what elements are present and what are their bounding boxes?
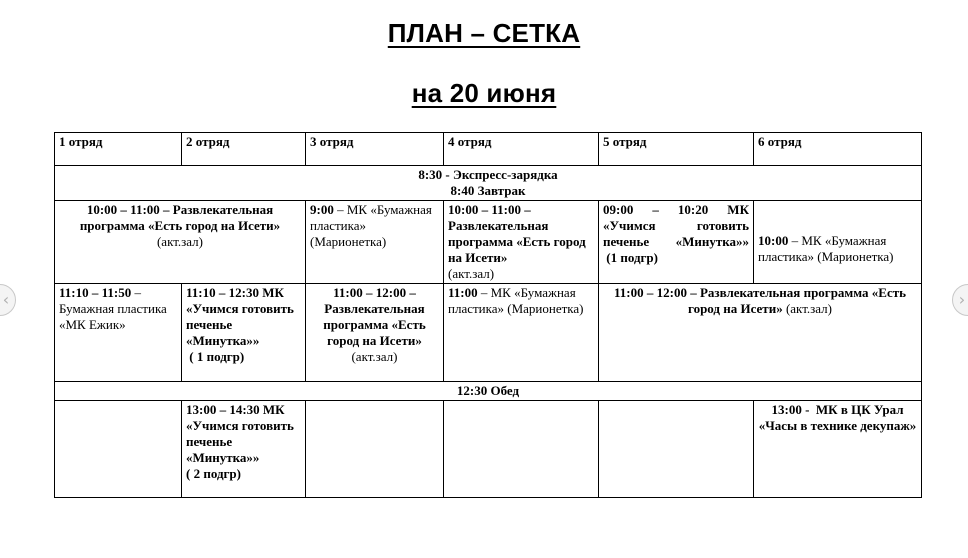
header-cell-4: 4 отряд <box>444 133 599 166</box>
cell-cooking-mk <box>182 284 306 382</box>
cell-text: 10:00 – 11:00 – Развлекательная программа «Есть город на Исети» <box>79 202 281 233</box>
morning-cell <box>55 166 922 201</box>
cell-paper-plastic <box>306 201 444 284</box>
cell-text: – МК «Бумажная пластика» (Марионетка) <box>310 202 432 249</box>
cell-text: (акт.зал) <box>156 234 204 249</box>
schedule-table <box>54 132 922 498</box>
morning-exercise: 8:30 - Экспресс-зарядка <box>418 167 558 182</box>
table-row <box>55 284 922 382</box>
cell-time: 9:00 <box>310 202 334 217</box>
lunch-cell: 12:30 Обед <box>55 382 922 401</box>
empty-cell <box>599 401 754 498</box>
cell-paper-plastic <box>754 201 922 284</box>
cell-text: – Бумажная пластика «МК Ежик» <box>59 285 167 332</box>
cell-cooking-mk <box>599 201 754 284</box>
cell-text: 11:10 – 12:30 МК «Учимся готовить печенье «Минутка»» <box>186 285 294 348</box>
cell-text: (акт.зал) <box>448 266 495 281</box>
cell-text: 13:00 - МК в ЦК Урал <box>771 402 904 417</box>
cell-text: (акт.зал) <box>782 301 832 316</box>
cell-text: (1 подгр) <box>603 250 658 265</box>
header-cell-2: 2 отряд <box>182 133 306 166</box>
cell-text: 13:00 – 14:30 МК «Учимся готовить печенье «Минутка»» <box>186 402 294 465</box>
header-cell-1: 1 отряд <box>55 133 182 166</box>
cell-entertainment-program <box>306 284 444 382</box>
cell-text: ( 1 подгр) <box>186 349 245 364</box>
chevron-right-icon: › <box>958 290 966 309</box>
cell-time: 11:00 <box>448 285 478 300</box>
cell-text: 11:00 – 12:00 – Развлекательная программа «Есть город на Исети» <box>614 285 906 316</box>
chevron-left-icon: ‹ <box>2 290 10 309</box>
cell-paper-plastic <box>444 284 599 382</box>
next-slide-button[interactable] <box>952 284 968 316</box>
empty-cell <box>444 401 599 498</box>
page-title: ПЛАН – СЕТКА <box>387 18 581 48</box>
cell-time: 10:00 <box>758 232 789 248</box>
header-cell-6: 6 отряд <box>754 133 922 166</box>
table-row <box>55 201 922 284</box>
cell-time: 11:10 – 11:50 <box>59 285 132 300</box>
cell-entertainment-program <box>599 284 922 382</box>
cell-text: «Часы в технике декупаж» <box>758 418 917 433</box>
cell-text: (акт.зал) <box>351 349 398 364</box>
cell-paper-plastic <box>55 284 182 382</box>
prev-slide-button[interactable] <box>0 284 16 316</box>
header-cell-3: 3 отряд <box>306 133 444 166</box>
empty-cell <box>306 401 444 498</box>
cell-text: – МК «Бумажная пластика» (Марионетка) <box>758 232 894 264</box>
cell-text: ( 2 подгр) <box>186 466 241 481</box>
cell-entertainment-program <box>444 201 599 284</box>
header-cell-5: 5 отряд <box>599 133 754 166</box>
morning-breakfast: 8:40 Завтрак <box>450 183 526 198</box>
cell-text: – МК «Бумажная пластика» (Марионетка) <box>448 285 584 316</box>
cell-text: 09:00 – 10:20 МК «Учимся готовить печенье «Минутка»» <box>603 202 749 249</box>
table-row <box>55 401 922 498</box>
cell-text: 10:00 – 11:00 – Развлекательная программа «Есть город на Исети» <box>448 202 586 265</box>
table-row-lunch <box>55 382 922 401</box>
cell-entertainment-program <box>55 201 306 284</box>
cell-cooking-mk <box>182 401 306 498</box>
header-row <box>55 133 922 166</box>
empty-cell <box>55 401 182 498</box>
cell-decoupage-mk <box>754 401 922 498</box>
cell-text: 11:00 – 12:00 – Развлекательная программа «Есть город на Исети» <box>323 285 426 348</box>
table-row-morning <box>55 166 922 201</box>
page-subtitle: на 20 июня <box>411 78 557 108</box>
